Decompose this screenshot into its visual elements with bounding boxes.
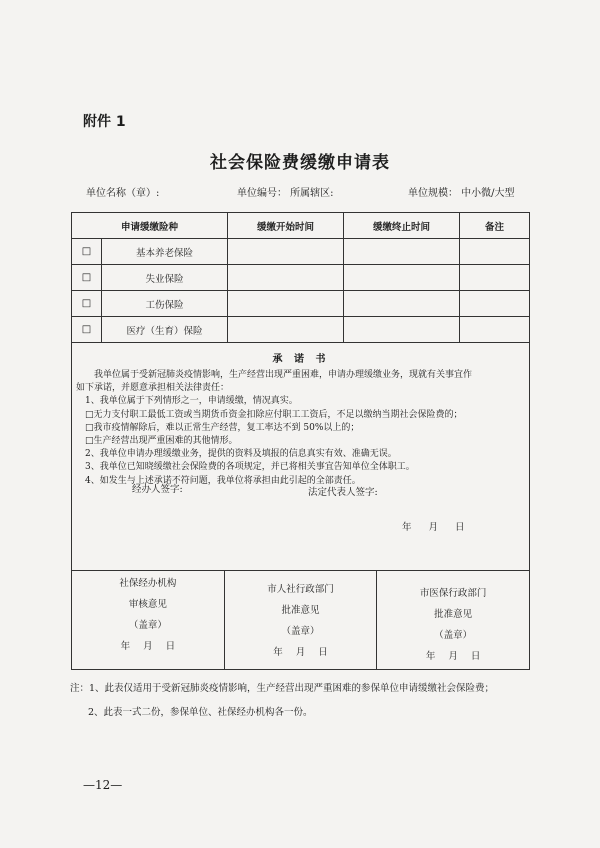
unemployment-checkbox[interactable]: □ — [72, 265, 102, 291]
pledge-line: 1、我单位属于下列情形之一，申请缓缴，情况真实。 — [76, 396, 298, 407]
pledge-text — [76, 369, 528, 488]
pledge-option[interactable]: □生产经营出现严重困难的其他情形。 — [76, 436, 238, 447]
unit-scale-field[interactable]: 单位规模： 中小微/大型 — [408, 188, 515, 199]
approval-org: 社保经办机构 — [119, 578, 177, 589]
table-row — [72, 265, 530, 291]
approval-org: 市人社行政部门 — [267, 584, 334, 595]
remarks-cell[interactable] — [460, 239, 530, 265]
approval-date: 年 月 日 — [425, 651, 481, 662]
table-row — [72, 317, 530, 343]
start-date-cell[interactable] — [228, 317, 344, 343]
table-row — [72, 239, 530, 265]
pledge-line: 如下承诺，并愿意承担相关法律责任： — [76, 383, 230, 394]
pledge-title: 承 诺 书 — [272, 354, 330, 365]
unit-number-field[interactable]: 单位编号： 所属辖区: — [237, 188, 334, 199]
approval-opinion: 审核意见 — [128, 599, 167, 610]
approval-social-security-agency[interactable] — [72, 571, 224, 669]
attachment-label: 附件 1 — [83, 114, 126, 130]
medical-checkbox[interactable]: □ — [72, 317, 102, 343]
form-title: 社会保险费缓缴申请表 — [210, 153, 390, 173]
insurance-work-injury: 工伤保险 — [102, 291, 228, 317]
approval-seal: （盖章） — [434, 630, 473, 641]
insurance-pension: 基本养老保险 — [102, 239, 228, 265]
page-number: —12— — [83, 778, 123, 792]
pledge-option[interactable]: □无力支付职工最低工资或当期货币资金扣除应付职工工资后，不足以缴纳当期社会保险费的； — [76, 409, 463, 420]
footnote-1: 注：1、此表仅适用于受新冠肺炎疫情影响，生产经营出现严重困难的参保单位申请缓缴社会保险费； — [70, 683, 495, 694]
column-header-start-date: 缓缴开始时间 — [228, 213, 344, 239]
start-date-cell[interactable] — [228, 291, 344, 317]
footnote-2: 2、此表一式二份，参保单位、社保经办机构各一份。 — [88, 707, 313, 718]
column-header-remarks: 备注 — [460, 213, 530, 239]
pledge-line: 3、我单位已知晓缓缴社会保险费的各项规定，并已将相关事宜告知单位全体职工。 — [76, 462, 415, 473]
application-table — [71, 212, 530, 670]
pledge-line: 我单位属于受新冠肺炎疫情影响，生产经营出现严重困难，申请办理缓缴业务，现就有关事宜作 — [76, 370, 473, 380]
work-injury-checkbox[interactable]: □ — [72, 291, 102, 317]
approval-seal: （盖章） — [128, 620, 167, 631]
approval-date: 年 月 日 — [120, 641, 176, 652]
column-header-insurance: 申请缓缴险种 — [72, 213, 228, 239]
handler-signature-field[interactable]: 经办人签字: — [132, 484, 183, 495]
table-row — [72, 291, 530, 317]
end-date-cell[interactable] — [344, 317, 460, 343]
start-date-cell[interactable] — [228, 265, 344, 291]
approval-seal: （盖章） — [281, 626, 320, 637]
start-date-cell[interactable] — [228, 239, 344, 265]
pledge-section — [72, 343, 530, 571]
approval-opinion: 批准意见 — [281, 605, 320, 616]
end-date-cell[interactable] — [344, 265, 460, 291]
unit-name-field[interactable]: 单位名称（章）: — [86, 188, 160, 199]
remarks-cell[interactable] — [460, 291, 530, 317]
approval-opinion: 批准意见 — [434, 609, 473, 620]
remarks-cell[interactable] — [460, 317, 530, 343]
approval-medical-security-department[interactable] — [377, 571, 529, 669]
insurance-medical: 医疗（生育）保险 — [102, 317, 228, 343]
column-header-end-date: 缓缴终止时间 — [344, 213, 460, 239]
insurance-unemployment: 失业保险 — [102, 265, 228, 291]
legal-rep-signature-field[interactable]: 法定代表人签字: — [308, 487, 378, 498]
approval-hr-department[interactable] — [224, 571, 376, 669]
remarks-cell[interactable] — [460, 265, 530, 291]
approval-date: 年 月 日 — [273, 647, 328, 658]
approval-org: 市医保行政部门 — [419, 588, 487, 599]
pension-checkbox[interactable]: □ — [72, 239, 102, 265]
end-date-cell[interactable] — [344, 239, 460, 265]
pledge-date[interactable]: 年 月 日 — [402, 522, 465, 533]
pledge-option[interactable]: □我市疫情解除后，难以正常生产经营，复工率达不到 50%以上的； — [76, 422, 360, 433]
end-date-cell[interactable] — [344, 291, 460, 317]
pledge-line: 4、如发生与上述承诺不符问题，我单位将承担由此引起的全部责任。 — [76, 475, 361, 486]
pledge-line: 2、我单位申请办理缓缴业务，提供的资料及填报的信息真实有效、准确无误。 — [76, 449, 397, 460]
